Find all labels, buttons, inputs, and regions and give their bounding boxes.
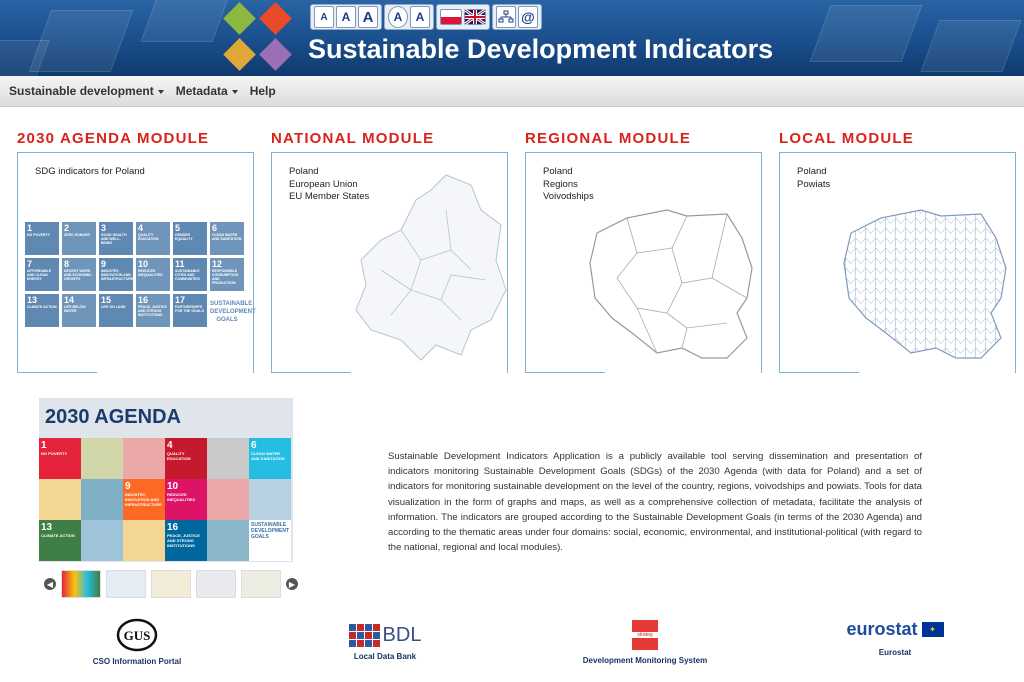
font-small-button[interactable]: A <box>314 6 334 28</box>
divider <box>779 372 859 373</box>
carousel-filler <box>207 520 249 561</box>
link-poland[interactable]: Poland <box>797 166 827 177</box>
divider <box>779 152 780 372</box>
poland-powiats-map-icon[interactable] <box>841 208 1011 368</box>
font-medium-button[interactable]: A <box>336 6 356 28</box>
bdl-logo-text: BDL <box>382 623 422 646</box>
sdg-tile-label: CLEAN WATER AND SANITATION <box>212 233 242 241</box>
carousel-sdg-tile <box>39 438 81 479</box>
sdg-tile-number: 9 <box>101 259 107 269</box>
carousel-thumbnails <box>44 570 298 598</box>
sdg-tile[interactable] <box>173 258 207 291</box>
eu-flag-icon: ✦ <box>922 622 944 637</box>
main-menu <box>0 76 1024 107</box>
app-title: Sustainable Development Indicators <box>308 34 774 64</box>
carousel-filler <box>207 479 249 520</box>
sdg-tile-number: 10 <box>138 259 149 269</box>
link-sdg-indicators[interactable]: SDG indicators for Poland <box>35 166 145 177</box>
module-title[interactable]: 2030 AGENDA MODULE <box>17 130 210 147</box>
sdg-tile-label: CLIMATE ACTION <box>41 533 75 538</box>
carousel-sdg-tile <box>123 479 165 520</box>
sdg-tile[interactable] <box>62 222 96 255</box>
link-regions[interactable]: Regions <box>543 178 578 190</box>
contrast-group <box>384 4 434 30</box>
chevron-down-icon <box>158 90 164 94</box>
at-icon[interactable]: @ <box>518 6 538 28</box>
sdg-tile-number: 17 <box>175 295 186 305</box>
sdg-tile[interactable] <box>62 294 96 327</box>
sdg-tile-label: SUSTAINABLE CITIES AND COMMUNITIES <box>175 269 200 281</box>
language-group <box>436 4 490 30</box>
site-logo[interactable] <box>223 2 293 72</box>
carousel-filler <box>207 438 249 479</box>
module-title[interactable]: NATIONAL MODULE <box>271 130 435 147</box>
sdg-tile-number: 4 <box>138 223 144 233</box>
sdg-tile[interactable] <box>25 258 59 291</box>
sdg-tile-number: 10 <box>167 481 179 492</box>
local-module <box>779 130 1016 374</box>
menu-metadata[interactable] <box>176 84 238 98</box>
link-european-union[interactable]: European Union <box>289 178 358 190</box>
sdg-tile-label: QUALITY EDUCATION <box>138 233 159 241</box>
sdg-tile-label: LIFE BELOW WATER <box>64 305 86 313</box>
link-poland[interactable]: Poland <box>543 166 573 177</box>
sdg-tile-label: INDUSTRY, INNOVATION AND INFRASTRUCTURE <box>101 269 134 281</box>
menu-sustainable-development[interactable] <box>9 84 164 98</box>
sdg-tile-number: 12 <box>212 259 223 269</box>
carousel-thumb[interactable] <box>196 570 236 598</box>
carousel-sdg-tile <box>39 520 81 561</box>
sdg-tile-label: PEACE, JUSTICE AND STRONG INSTITUTIONS <box>167 533 200 548</box>
eurostat-logo-icon <box>830 618 960 640</box>
sdg-tile-label: CLEAN WATER AND SANITATION <box>251 451 285 461</box>
sdg-tile-number: 7 <box>27 259 33 269</box>
bdl-logo-icon <box>315 618 455 652</box>
sdg-tile-number: 16 <box>138 295 149 305</box>
svg-text:GUS: GUS <box>123 628 151 643</box>
link-poland[interactable]: Poland <box>289 166 319 177</box>
sdg-tile-label: LIFE ON LAND <box>101 305 126 309</box>
divider <box>271 372 351 373</box>
eurostat-logo-text: eurostat <box>846 618 918 639</box>
app-description: Sustainable Development Indicators Application is a publicly available tool serving dissemination and presentation of indicators monitoring Sustainable Development Goals (SDGs) of the 2030 Agenda (with data for Poland) and a set of indicators for monitoring sustainable development on the level of the country, regions, voivodships and powiats. Tools for data visualization in the form of graphs and maps, as well as a comprehensive collection of metadata, facilitate the analysis of information. The indicators are grouped according to the Sustainable Development Goals (in terms of the 2030 Agenda) and according to the thematic areas under four domains: social, economic, environmental, and institutional-political (with regard to the national, regional and local modules). <box>388 451 922 554</box>
carousel-thumb[interactable] <box>61 570 101 598</box>
sdg-tile-number: 6 <box>251 440 257 451</box>
sdg-tile-number: 11 <box>175 259 185 269</box>
sdg-tile[interactable] <box>136 258 170 291</box>
sdg-tile[interactable] <box>62 258 96 291</box>
carousel-title: 2030 AGENDA <box>45 406 181 428</box>
carousel-sdg-tile <box>165 438 207 479</box>
chevron-left-icon[interactable]: ◀ <box>44 578 56 590</box>
sdg-tile[interactable] <box>136 222 170 255</box>
sdg-tile-number: 1 <box>27 223 33 233</box>
footer-link-eurostat[interactable] <box>830 618 960 657</box>
module-links <box>797 166 830 191</box>
agenda-module <box>17 130 254 374</box>
module-title[interactable]: REGIONAL MODULE <box>525 130 692 147</box>
sdg-tile-number: 4 <box>167 440 173 451</box>
menu-label: Help <box>249 84 276 98</box>
module-links <box>543 166 594 204</box>
divider <box>525 372 605 373</box>
sdg-tile-number: 13 <box>27 295 38 305</box>
footer-label: Eurostat <box>878 648 912 657</box>
module-title[interactable]: LOCAL MODULE <box>779 130 914 147</box>
sdg-tile[interactable] <box>210 222 244 255</box>
sdg-tile-label: REDUCED INEQUALITIES <box>167 492 196 502</box>
accessibility-toolbar <box>310 4 542 30</box>
sdg-tile-label: QUALITY EDUCATION <box>167 451 191 461</box>
polish-flag-icon[interactable] <box>440 9 462 25</box>
footer-link-cso[interactable] <box>62 618 212 666</box>
carousel-thumb[interactable] <box>241 570 281 598</box>
footer-link-strateg[interactable] <box>570 618 720 665</box>
sdg-tile-label: RESPONSIBLE CONSUMPTION AND PRODUCTION <box>212 269 239 285</box>
carousel-sdg-tile <box>249 438 291 479</box>
sdg-tile[interactable] <box>173 222 207 255</box>
footer-label: CSO Information Portal <box>92 657 182 666</box>
sdg-tile[interactable] <box>99 222 133 255</box>
sdg-brand-logo: SUSTAINABLE DEVELOPMENT GOALS <box>210 294 244 327</box>
carousel-sdg-tile <box>165 520 207 561</box>
sdg-tile-label: GENDER EQUALITY <box>175 233 193 241</box>
module-links <box>35 166 145 179</box>
sdg-tile-label: NO POVERTY <box>27 233 50 237</box>
sdg-tile[interactable] <box>210 258 244 291</box>
footer-link-bdl[interactable] <box>315 618 455 661</box>
poland-voivodships-map-icon[interactable] <box>587 208 757 368</box>
carousel-filler <box>81 438 123 479</box>
gus-logo-icon <box>116 618 158 652</box>
font-large-button[interactable]: A <box>358 6 378 28</box>
carousel-filler <box>39 479 81 520</box>
carousel-sdg-tile <box>165 479 207 520</box>
sdg-tile-label: PEACE, JUSTICE AND STRONG INSTITUTIONS <box>138 305 167 317</box>
sdg-tile-label: AFFORDABLE AND CLEAN ENERGY <box>27 269 52 281</box>
sdg-tile-label: REDUCED INEQUALITIES <box>138 269 163 277</box>
sdg-tile-label: NO POVERTY <box>41 451 68 456</box>
sdg-tile-number: 8 <box>64 259 70 269</box>
sdg-tile-label: ZERO HUNGER <box>64 233 90 237</box>
europe-map-icon[interactable] <box>351 170 511 370</box>
normal-contrast-button[interactable]: A <box>410 6 430 28</box>
sdg-tile-number: 6 <box>212 223 218 233</box>
utility-group <box>492 4 542 30</box>
chevron-right-icon[interactable]: ▶ <box>286 578 298 590</box>
sdg-tile-label: CLIMATE ACTION <box>27 305 57 309</box>
carousel-filler <box>81 520 123 561</box>
menu-help[interactable] <box>250 84 276 98</box>
sdg-tile[interactable] <box>136 294 170 327</box>
sdg-tile[interactable] <box>173 294 207 327</box>
carousel-grid <box>39 438 291 561</box>
sdg-tile-label: GOOD HEALTH AND WELL-BEING <box>101 233 127 245</box>
strateg-logo-text: strateg <box>632 632 658 638</box>
sdg-tile[interactable] <box>25 294 59 327</box>
link-powiats[interactable]: Powiats <box>797 178 831 190</box>
carousel-filler <box>81 479 123 520</box>
divider <box>17 152 18 372</box>
sdg-tile-number: 16 <box>167 522 179 533</box>
sdg-tile[interactable] <box>25 222 59 255</box>
sdg-tile-number: 15 <box>101 295 112 305</box>
link-voivodships[interactable]: Voivodships <box>543 191 594 202</box>
footer-label: Local Data Bank <box>353 652 417 661</box>
sdg-tiles-grid <box>25 222 256 327</box>
sdg-tile[interactable] <box>99 258 133 291</box>
carousel[interactable] <box>39 398 293 562</box>
regional-module <box>525 130 762 374</box>
sdg-tile-label: DECENT WORK AND ECONOMIC GROWTH <box>64 269 92 281</box>
divider <box>525 152 526 372</box>
divider <box>17 372 97 373</box>
menu-label: Sustainable development <box>9 84 154 98</box>
carousel-filler <box>123 520 165 561</box>
chevron-down-icon <box>232 90 238 94</box>
sdg-tile[interactable] <box>99 294 133 327</box>
sdg-brand-logo: SUSTAINABLE DEVELOPMENT GOALS <box>249 520 291 561</box>
sdg-tile-label: INDUSTRY, INNOVATION AND INFRASTRUCTURE <box>125 492 162 507</box>
sitemap-icon[interactable] <box>496 6 516 28</box>
sdg-tile-number: 9 <box>125 481 131 492</box>
link-eu-member-states[interactable]: EU Member States <box>289 191 370 202</box>
sdg-tile-number: 1 <box>41 440 47 451</box>
divider <box>271 152 272 372</box>
high-contrast-button[interactable]: A <box>388 6 408 28</box>
english-flag-icon[interactable] <box>464 9 486 25</box>
sdg-tile-number: 14 <box>64 295 75 305</box>
strateg-logo-icon <box>630 618 660 656</box>
sdg-tile-number: 2 <box>64 223 70 233</box>
carousel-thumb[interactable] <box>106 570 146 598</box>
sdg-tile-number: 3 <box>101 223 107 233</box>
footer-label: Development Monitoring System <box>582 656 708 665</box>
font-size-group <box>310 4 382 30</box>
sdg-tile-number: 13 <box>41 522 53 533</box>
page-header <box>0 0 1024 76</box>
menu-label: Metadata <box>175 84 228 98</box>
carousel-filler <box>249 479 291 520</box>
sdg-tile-label: PARTNERSHIPS FOR THE GOALS <box>175 305 204 313</box>
national-module <box>271 130 508 374</box>
carousel-filler <box>123 438 165 479</box>
carousel-thumb[interactable] <box>151 570 191 598</box>
sdg-tile-number: 5 <box>175 223 181 233</box>
